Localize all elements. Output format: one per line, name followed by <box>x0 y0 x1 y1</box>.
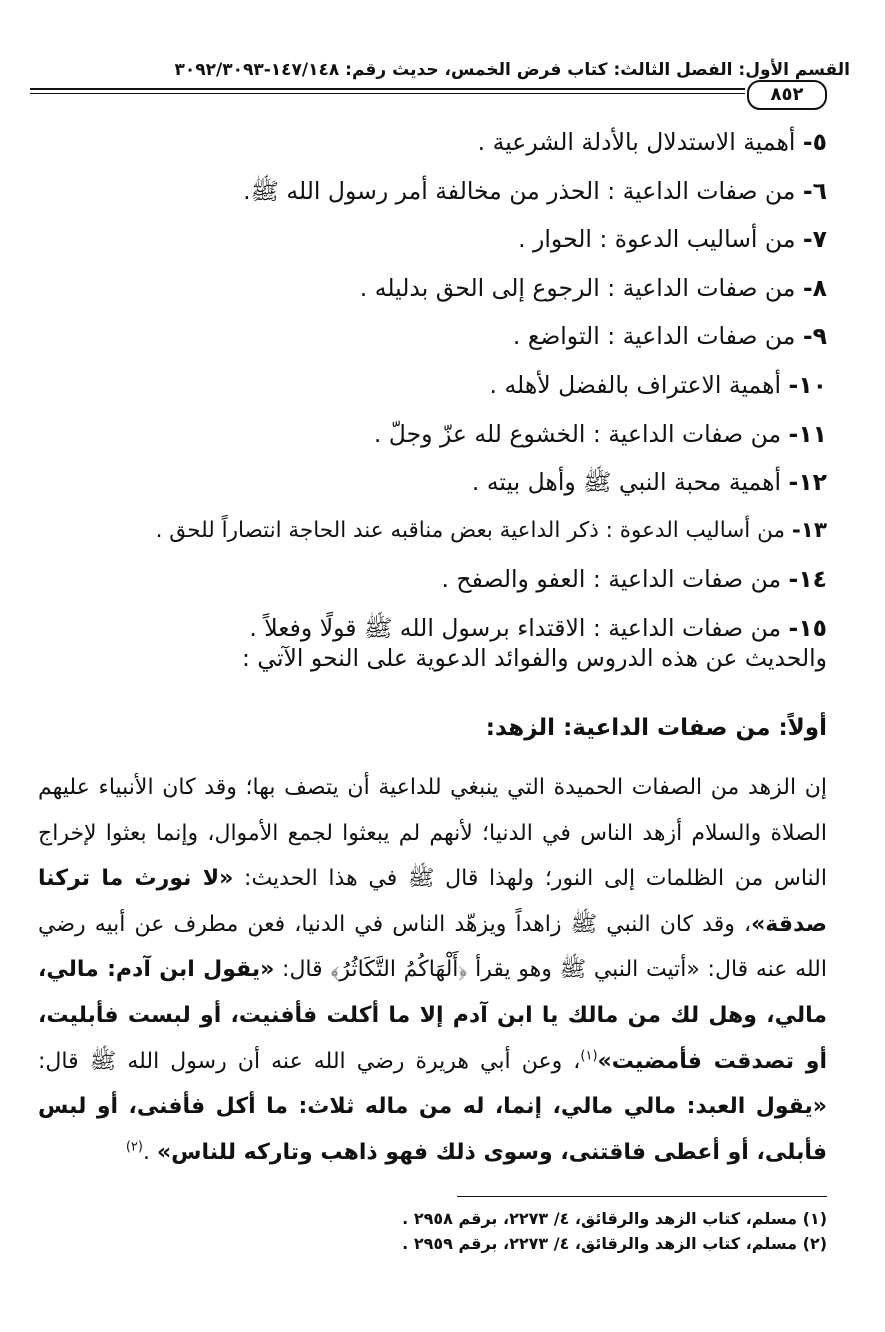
footnote-marker: (٢) <box>125 1139 143 1155</box>
body-text-part: ، وعن أبي هريرة رضي الله عنه أن رسول الله ﷺ قال: <box>38 1048 581 1074</box>
hadith-quote: «يقول ابن آدم: مالي، مالي، وهل لك من مالك يا ابن آدم إلا ما أكلت فأفنيت، أو لبست فأبليت، أو تصدقت فأمضيت» <box>38 957 827 1074</box>
list-item <box>40 555 827 604</box>
list-item <box>40 215 827 264</box>
lesson-text: من صفات الداعية : الخشوع لله عزّ وجلّ . <box>373 419 782 448</box>
footnotes <box>40 1206 827 1256</box>
footnote-marker: (١) <box>580 1048 598 1064</box>
list-item <box>40 118 827 167</box>
body-text-part: . <box>142 1139 157 1165</box>
list-item <box>40 361 827 410</box>
lesson-number: ١٣- <box>791 517 827 543</box>
hadith-quote: «لا نورث ما تركنا صدقة» <box>38 866 827 937</box>
header-rule <box>30 88 745 94</box>
list-item <box>40 507 827 556</box>
body-paragraph <box>38 765 827 1175</box>
intro-line: والحديث عن هذه الدروس والفوائد الدعوية على النحو الآتي : <box>242 644 827 672</box>
running-header: القسم الأول: الفصل الثالث: كتاب فرض الخمس، حديث رقم: ١٤٧/١٤٨-٣٠٩٢/٣٠٩٣ <box>174 60 850 80</box>
page-number: ٨٥٢ <box>747 80 827 110</box>
list-item <box>40 264 827 313</box>
lesson-number: ٦- <box>802 176 827 205</box>
footnote-rule <box>457 1196 827 1197</box>
lesson-number: ٨- <box>802 273 827 302</box>
footnote: (٢) مسلم، كتاب الزهد والرقائق، ٤/ ٢٢٧٣، برقم ٢٩٥٩ . <box>402 1234 827 1253</box>
body-text-part: ، وقد كان النبي ﷺ زاهداً ويزهّد الناس في الدنيا، فعن مطرف عن أبيه رضي الله عنه قال: «أتيت النبي ﷺ وهو يقرأ ﴿أَلْهَاكُمُ التَّكَاثُرُ﴾ قال: <box>38 911 827 983</box>
section-heading: أولاً: من صفات الداعية: الزهد: <box>485 715 827 741</box>
hadith-quote: «يقول العبد: مالي مالي، إنما، له من ماله ثلاث: ما أكل فأفنى، أو لبس فأبلى، أو أعطى فاقتنى، وسوى ذلك فهو ذاهب وتاركه للناس» <box>38 1094 827 1165</box>
lesson-text: من أساليب الدعوة : ذكر الداعية بعض مناقبه عند الحاجة انتصاراً للحق . <box>155 517 785 543</box>
lesson-text: أهمية محبة النبي ﷺ وأهل بيته . <box>471 468 782 497</box>
lesson-number: ١١- <box>788 419 827 448</box>
list-item <box>40 312 827 361</box>
list-item <box>40 167 827 216</box>
lesson-text: من صفات الداعية : الرجوع إلى الحق بدليله . <box>359 273 796 302</box>
lesson-number: ٥- <box>802 128 827 156</box>
lesson-number: ١٠- <box>788 370 827 399</box>
lesson-number: ١٢- <box>788 468 827 497</box>
lesson-text: أهمية الاستدلال بالأدلة الشرعية . <box>477 128 796 156</box>
list-item <box>40 410 827 459</box>
lesson-text: من صفات الداعية : التواضع . <box>512 322 796 351</box>
list-item <box>40 458 827 507</box>
lesson-text: من صفات الداعية : الحذر من مخالفة أمر رسول الله ﷺ. <box>243 176 796 205</box>
lesson-number: ١٤- <box>788 565 827 594</box>
lesson-number: ١٥- <box>788 613 827 642</box>
lesson-text: من صفات الداعية : الاقتداء برسول الله ﷺ قولًا وفعلاً . <box>249 613 782 642</box>
lesson-text: أهمية الاعتراف بالفضل لأهله . <box>489 370 782 399</box>
body-text-part: إن الزهد من الصفات الحميدة التي ينبغي للداعية أن يتصف بها؛ وقد كان الأنبياء عليهم الصلاة والسلام أزهد الناس في الدنيا؛ لأنهم لم يبعثوا لجمع الأموال، وإنما بعثوا لإخراج الناس من الظلمات إلى النور؛ ولهذا قال ﷺ في هذا الحديث: <box>38 775 827 892</box>
lessons-list <box>40 118 827 653</box>
lesson-number: ٧- <box>802 225 827 254</box>
lesson-text: من صفات الداعية : العفو والصفح . <box>441 565 782 594</box>
lesson-number: ٩- <box>802 322 827 351</box>
lesson-text: من أساليب الدعوة : الحوار . <box>518 225 796 254</box>
footnote: (١) مسلم، كتاب الزهد والرقائق، ٤/ ٢٢٧٣، برقم ٢٩٥٨ . <box>402 1209 827 1228</box>
